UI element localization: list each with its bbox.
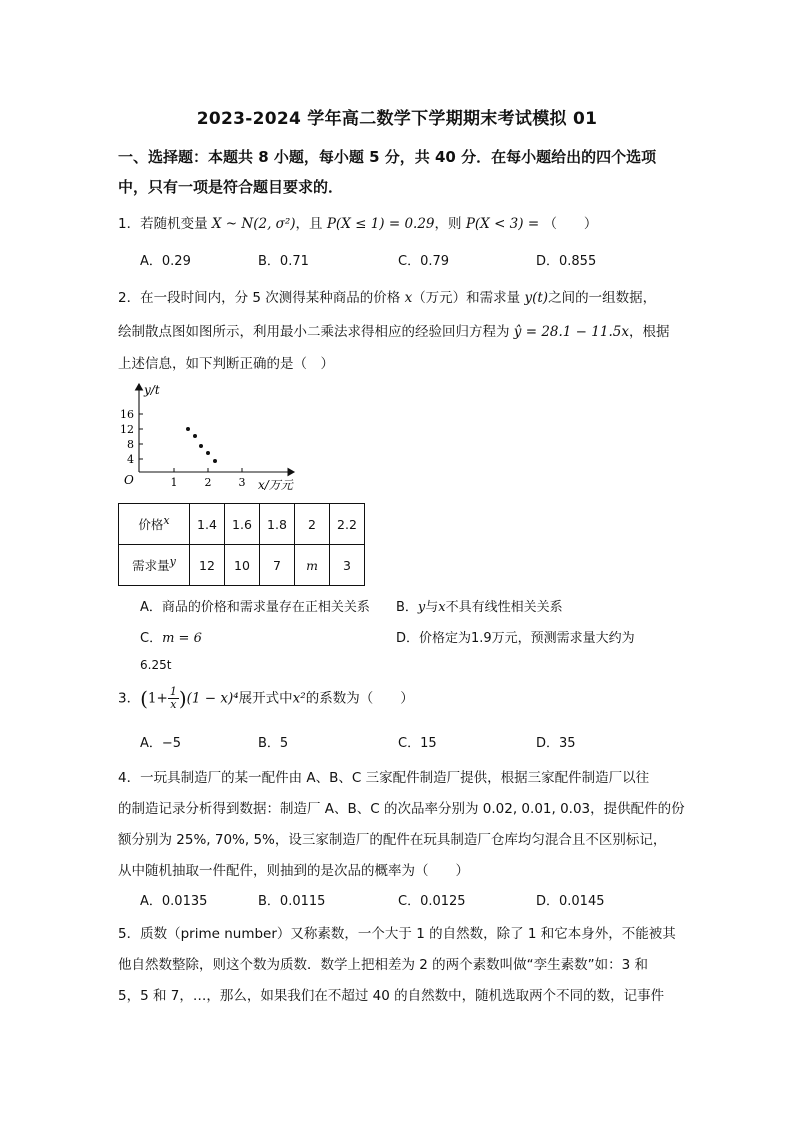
- x-axis-label: x/万元: [258, 478, 293, 492]
- table-cell: 7: [260, 545, 295, 586]
- q2-option-a[interactable]: A．商品的价格和需求量存在正相关关系: [140, 600, 370, 615]
- table-cell: 1.8: [260, 504, 295, 545]
- y-tick-16: 16: [120, 408, 134, 421]
- q1-condition: P(X ≤ 1) = 0.29: [326, 216, 435, 232]
- table-cell: 2: [295, 504, 330, 545]
- q2-option-d[interactable]: D．价格定为1.9万元，预测需求量大约为: [396, 631, 635, 646]
- q1-number: 1．: [118, 216, 141, 232]
- y-tick-12: 12: [120, 423, 134, 436]
- q2-var-x: x: [404, 290, 413, 306]
- q5-line1: [118, 922, 676, 942]
- q3-one: 1+: [147, 690, 168, 707]
- q1-mid2: ，则: [434, 216, 462, 232]
- q2-regression-eq: ŷ = 28.1 − 11.5x: [513, 324, 629, 340]
- y-ticks: [120, 408, 134, 466]
- x-tick-3: 3: [238, 476, 246, 489]
- q4-option-d[interactable]: D．0.0145: [536, 894, 605, 909]
- question-1: [118, 212, 597, 232]
- q2-option-d-cont: 6.25t: [140, 658, 172, 672]
- table-cell: m: [295, 545, 330, 586]
- q4-number: 4．: [118, 770, 141, 786]
- x-tick-1: 1: [170, 476, 178, 489]
- y-axis-label: y/t: [144, 383, 160, 397]
- q2-line1: [118, 286, 656, 306]
- q1-option-b[interactable]: B．0.71: [258, 254, 309, 269]
- scatter-points: [186, 427, 217, 463]
- q5-line3: 5，5 和 7，…，那么，如果我们在不超过 40 的自然数中，随机选取两个不同的数，记事件: [118, 988, 665, 1004]
- q4-line1: [118, 766, 649, 786]
- page-title: 2023-2024 学年高二数学下学期期末考试模拟 01: [196, 109, 598, 129]
- table-cell: 3: [330, 545, 365, 586]
- q1-tail: （ ）: [543, 216, 598, 232]
- price-demand-table: [118, 503, 365, 586]
- q4-option-c[interactable]: C．0.0125: [398, 894, 466, 909]
- y-tick-8: 8: [127, 438, 134, 451]
- q1-mid: ，且: [295, 216, 323, 232]
- origin-label: O: [124, 473, 134, 487]
- q1-pre: 若随机变量: [140, 216, 208, 232]
- y-tick-marks: [139, 414, 143, 459]
- q3-option-d[interactable]: D．35: [536, 736, 576, 751]
- q2-var-y: y(t): [524, 290, 549, 306]
- q2-option-b[interactable]: B．y与x不具有线性相关关系: [396, 600, 563, 615]
- x-ticks: [171, 476, 246, 489]
- q2-text-e: ，根据: [628, 324, 670, 340]
- q1-ask: P(X < 3) =: [465, 216, 540, 232]
- table-cell: 10: [225, 545, 260, 586]
- scatter-point: [199, 444, 203, 448]
- q3-factor: (1 − x)⁴: [186, 690, 239, 707]
- q3-number: 3．: [118, 690, 141, 707]
- q2-line2: [118, 320, 669, 340]
- table-header-demand: 需求量y: [119, 545, 190, 586]
- q2-text-d: 绘制散点图如图所示，利用最小二乘法求得相应的经验回归方程为: [118, 324, 510, 340]
- q5-line2: 他自然数整除，则这个数为质数．数学上把相差为 2 的两个素数叫做“孪生素数”如：3 和: [118, 957, 649, 973]
- q4-option-b[interactable]: B．0.0115: [258, 894, 326, 909]
- q1-option-c[interactable]: C．0.79: [398, 254, 450, 269]
- scatter-plot: [110, 380, 310, 492]
- table-row-demand: [119, 545, 365, 586]
- table-cell: 12: [190, 545, 225, 586]
- q3-option-a[interactable]: A．−5: [140, 736, 182, 751]
- q2-text-b: （万元）和需求量: [412, 290, 521, 306]
- q2-text-c: 之间的一组数据，: [548, 290, 657, 306]
- q3-fraction: $\frac{1}{x}$: [169, 685, 177, 711]
- q2-number: 2．: [118, 290, 141, 306]
- q1-option-d[interactable]: D．0.855: [536, 254, 597, 269]
- scatter-point: [213, 459, 217, 463]
- q5-text-1: 质数（prime number）又称素数，一个大于 1 的自然数，除了 1 和它本身外，不能被其: [140, 926, 676, 942]
- q4-option-a[interactable]: A．0.0135: [140, 894, 208, 909]
- table-cell: 2.2: [330, 504, 365, 545]
- q4-text-1: 一玩具制造厂的某一配件由 A、B、C 三家配件制造厂提供，根据三家配件制造厂以往: [140, 770, 650, 786]
- q2-option-c[interactable]: C．m = 6: [140, 631, 202, 646]
- scatter-point: [186, 427, 190, 431]
- q1-option-a[interactable]: A．0.29: [140, 254, 191, 269]
- q4-line2: 的制造记录分析得到数据：制造厂 A、B、C 的次品率分别为 0.02, 0.01, 0.03，提供配件的份: [118, 801, 685, 817]
- q4-line3: 额分别为 25%, 70%, 5%，设三家制造厂的配件在玩具制造厂仓库均匀混合且不区别标记，: [118, 832, 667, 848]
- q2-text-a: 在一段时间内，分 5 次测得某种商品的价格: [140, 290, 401, 306]
- table-row-price: [119, 504, 365, 545]
- q1-distribution: X ~ N(2, σ²): [211, 216, 296, 232]
- q2-line3: 上述信息，如下判断正确的是（ ）: [118, 356, 334, 372]
- q3-tail: 的系数为（ ）: [305, 690, 414, 707]
- q5-number: 5．: [118, 926, 141, 942]
- x-tick-2: 2: [204, 476, 212, 489]
- section-heading-line2: 中，只有一项是符合题目要求的．: [118, 178, 344, 196]
- scatter-point: [206, 451, 210, 455]
- table-cell: 1.6: [225, 504, 260, 545]
- scatter-point: [193, 434, 197, 438]
- q3-term: x²: [292, 690, 306, 707]
- table-cell: 1.4: [190, 504, 225, 545]
- section-heading-line1: 一、选择题：本题共 8 小题，每小题 5 分，共 40 分．在每小题给出的四个选项: [118, 148, 657, 166]
- q3-mid: 展开式中: [238, 690, 293, 707]
- x-tick-marks: [174, 468, 242, 472]
- q3-option-c[interactable]: C．15: [398, 736, 437, 751]
- y-tick-4: 4: [127, 453, 134, 466]
- table-header-price: 价格x: [119, 504, 190, 545]
- question-3: 3．(1+ $\frac{1}{x}$ )(1 − x)⁴展开式中x²的系数为（ ）: [118, 685, 414, 711]
- q3-option-b[interactable]: B．5: [258, 736, 289, 751]
- q4-line4: 从中随机抽取一件配件，则抽到的是次品的概率为（ ）: [118, 863, 469, 879]
